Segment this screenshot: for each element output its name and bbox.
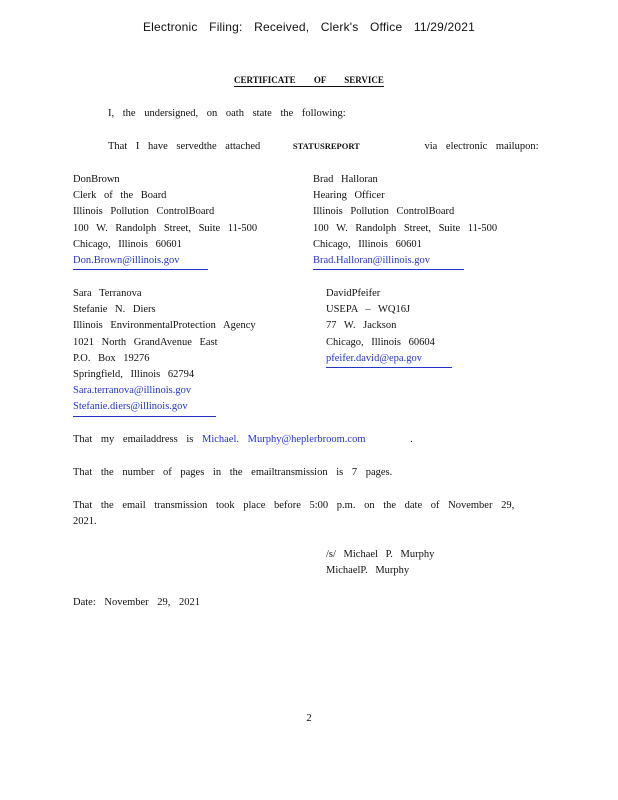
signature: /s/ Michael P. Murphy <box>326 549 435 560</box>
sender-email-link[interactable]: Michael. Murphy@heplerbroom.com <box>201 434 366 445</box>
email-link-terranova[interactable]: Sara.terranova@illinois.gov <box>73 385 192 397</box>
email-address-line <box>73 434 413 445</box>
recipient-pobox: P.O. Box 19276 <box>73 352 150 364</box>
filing-header: Electronic Filing: Received, Clerk's Office 11/29/2021 <box>142 20 476 34</box>
intro-line: I, the undersigned, on oath state the following: <box>108 108 346 119</box>
recipient-city: Springfield, Illinois 62794 <box>73 369 195 381</box>
served-suffix: via electronic mailupon: <box>424 141 539 152</box>
served-line <box>108 141 539 152</box>
pages-line: That the number of pages in the emailtransmission is 7 pages. <box>73 467 393 478</box>
recipient-title: Clerk of the Board <box>73 190 167 202</box>
recipient-city: Chicago, Illinois 60601 <box>73 238 182 250</box>
certificate-title-text: CERTIFICATE OF SERVICE <box>234 75 384 85</box>
recipient-org: Illinois Pollution ControlBoard <box>313 206 455 218</box>
email-line-suffix: . <box>410 434 413 445</box>
recipient-city: Chicago, Illinois 60604 <box>326 336 435 348</box>
recipient-address: 1021 North GrandAvenue East <box>73 336 218 348</box>
served-prefix: That I have servedthe attached <box>108 141 261 152</box>
certificate-title <box>0 75 618 87</box>
recipient-name: Brad Halloran <box>313 174 378 185</box>
recipient-name-2: Stefanie N. Diers <box>73 304 156 316</box>
recipient-title: Hearing Officer <box>313 190 385 202</box>
signature-block <box>326 547 434 579</box>
recipient-address: 77 W. Jackson <box>326 320 397 332</box>
signer-name: MichaelP. Murphy <box>326 565 410 577</box>
email-link-diers[interactable]: Stefanie.diers@illinois.gov <box>73 399 216 416</box>
recipient-org: USEPA – WQ16J <box>326 304 411 316</box>
recipient-city: Chicago, Illinois 60601 <box>313 238 422 250</box>
recipient-halloran <box>313 172 497 270</box>
email-link-brown[interactable]: Don.Brown@illinois.gov <box>73 253 208 270</box>
page-number: 2 <box>306 712 312 724</box>
recipient-name: DavidPfeifer <box>326 288 381 299</box>
email-line-prefix: That my emailaddress is <box>73 434 194 445</box>
recipient-address: 100 W. Randolph Street, Suite 11-500 <box>313 222 498 234</box>
email-link-halloran[interactable]: Brad.Halloran@illinois.gov <box>313 253 464 270</box>
time-line: That the email transmission took place before 5:00 p.m. on the date of November 29, 2021. <box>73 500 515 527</box>
recipient-pfeifer <box>326 286 452 368</box>
recipient-brown <box>73 172 257 270</box>
email-link-pfeifer[interactable]: pfeifer.david@epa.gov <box>326 351 452 368</box>
recipient-name: DonBrown <box>73 174 120 185</box>
recipient-address: 100 W. Randolph Street, Suite 11-500 <box>73 222 258 234</box>
served-document: STATUSREPORT <box>292 141 360 151</box>
recipient-terranova <box>73 286 256 417</box>
recipient-name: Sara Terranova <box>73 288 142 299</box>
date-line: Date: November 29, 2021 <box>73 597 201 608</box>
recipient-org: Illinois EnvironmentalProtection Agency <box>73 320 256 332</box>
recipient-org: Illinois Pollution ControlBoard <box>73 206 215 218</box>
